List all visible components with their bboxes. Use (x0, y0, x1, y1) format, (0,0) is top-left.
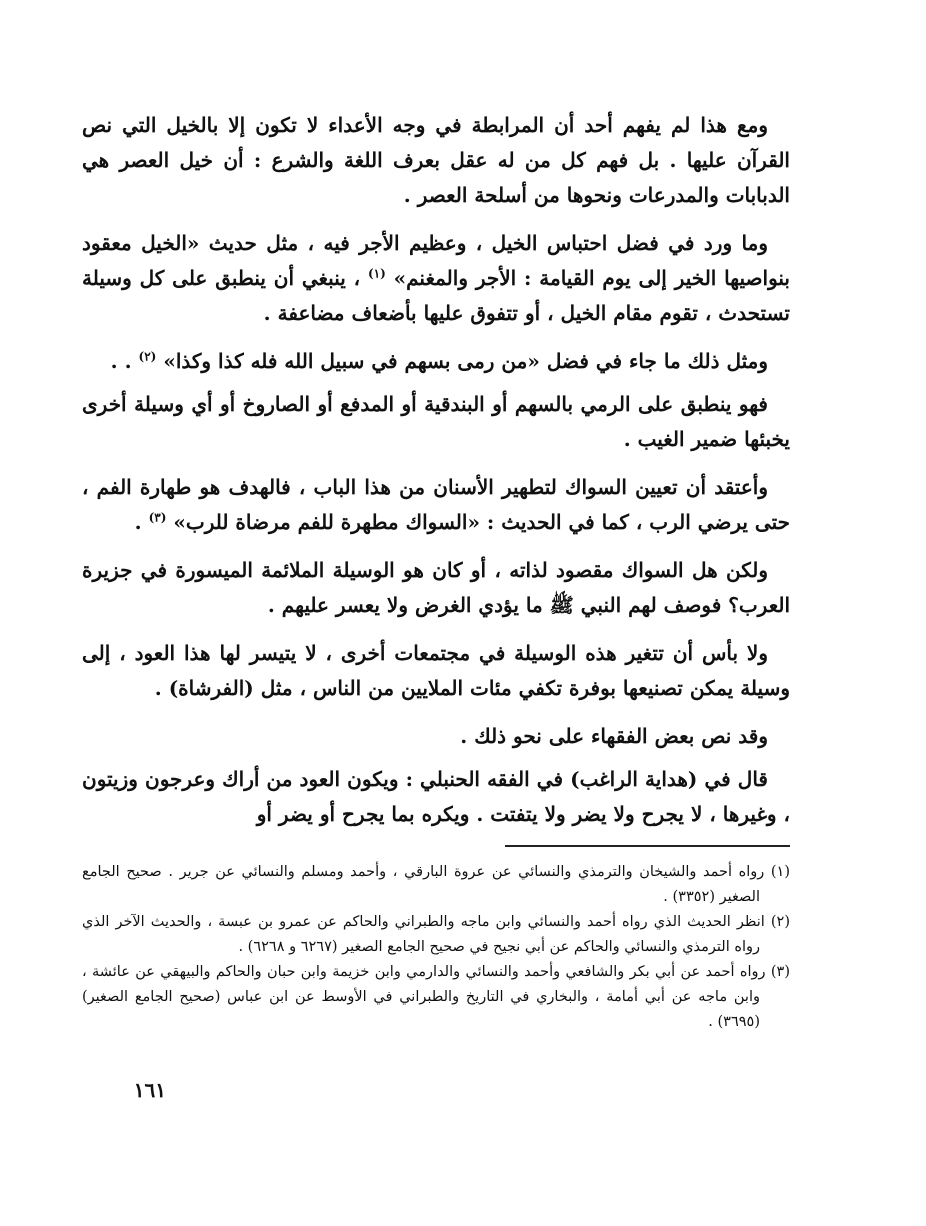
paragraph-6-text: ولكن هل السواك مقصود لذاته ، أو كان هو الوسيلة الملائمة الميسورة في جزيرة العرب؟ فوصف لهم النبي ﷺ ما يؤدي الغرض ولا يعسر عليهم . (82, 558, 790, 617)
paragraph-1-text: ومع هذا لم يفهم أحد أن المرابطة في وجه الأعداء لا تكون إلا بالخيل التي نص القرآن عليها . بل فهم كل من له عقل بعرف اللغة والشرع : أن خيل العصر هي الدبابات والمدرعات ونحوها من أسلحة العصر . (82, 113, 790, 207)
paragraph-2-text: وما ورد في فضل احتباس الخيل ، وعظيم الأجر فيه ، مثل حديث «الخيل معقود بنواصيها الخير إلى يوم القيامة : الأجر والمغنم» (82, 231, 790, 290)
paragraph-1 (82, 108, 790, 213)
paragraph-7 (82, 636, 790, 706)
paragraph-7-text: ولا بأس أن تتغير هذه الوسيلة في مجتمعات أخرى ، لا يتيسر لها هذا العود ، إلى وسيلة يمكن تصنيعها بوفرة تكفي مئات الملايين من الناس ، مثل (الفرشاة) . (82, 641, 790, 700)
footnote-1: (١) رواه أحمد والشيخان والترمذي والنسائي عن عروة البارقي ، وأحمد ومسلم والنسائي عن جرير . صحيح الجامع الصغير (٣٣٥٢) . (82, 864, 790, 905)
main-text (82, 108, 790, 845)
footnote-separator (505, 845, 790, 847)
footnote-ref-3: (٣) (148, 510, 167, 525)
paragraph-5-text: وأعتقد أن تعيين السواك لتطهير الأسنان من هذا الباب ، فالهدف هو طهارة الفم ، حتى يرضي الرب ، كما في الحديث : «السواك مطهرة للفم مرضاة للرب» (82, 475, 790, 534)
footnote-ref-2: (٢) (138, 349, 157, 364)
paragraph-4-text: فهو ينطبق على الرمي بالسهم أو البندقية أو المدفع أو الصاروخ أو أي وسيلة أخرى يخبئها ضمير الغيب . (82, 392, 790, 451)
paragraph-6 (82, 553, 790, 623)
footnote-2: (٢) انظر الحديث الذي رواه أحمد والنسائي وابن ماجه والطبراني والحاكم عن عمرو بن عبسة ، والحديث الآخر الذي رواه الترمذي والنسائي والحاكم عن أبي نجيح في صحيح الجامع الصغير (٦٢٦٧ و ٦٢٦٨) . (82, 914, 790, 955)
page-number: ١٦١ (133, 1078, 166, 1102)
paragraph-5-continuation: . (134, 510, 142, 534)
paragraph-9 (82, 762, 790, 832)
paragraph-2-continuation: ، ينبغي أن ينطبق على كل وسيلة تستحدث ، تقوم مقام الخيل ، أو تتفوق عليها بأضعاف مضاعفة . (82, 266, 790, 325)
paragraph-3-text: ومثل ذلك ما جاء في فضل «من رمى بسهم في سبيل الله فله كذا وكذا» (163, 349, 768, 373)
paragraph-2 (82, 226, 790, 331)
paragraph-3-continuation: . . (110, 349, 132, 373)
footnotes (82, 860, 790, 1035)
paragraph-9-text: قال في (هداية الراغب) في الفقه الحنبلي : ويكون العود من أراك وعرجون وزيتون ، وغيرها ، لا يجرح ولا يضر ولا يتفتت . ويكره بما يجرح أو يضر أو (82, 767, 790, 826)
footnote-3: (٣) رواه أحمد عن أبي بكر والشافعي وأحمد والنسائي والدارمي وابن خزيمة وابن حبان والحاكم والبيهقي عن عائشة ، وابن ماجه عن أبي أمامة ، والبخاري في التاريخ والطبراني في الأوسط عن ابن عباس (صحيح الجامع الصغير) (٣٦٩٥) . (82, 964, 790, 1030)
paragraph-8-text: وقد نص بعض الفقهاء على نحو ذلك . (460, 724, 768, 748)
paragraph-5 (82, 470, 790, 540)
paragraph-4 (82, 387, 790, 457)
footnote-ref-1: (١) (367, 266, 386, 281)
paragraph-8 (82, 719, 790, 754)
paragraph-3 (82, 344, 790, 379)
